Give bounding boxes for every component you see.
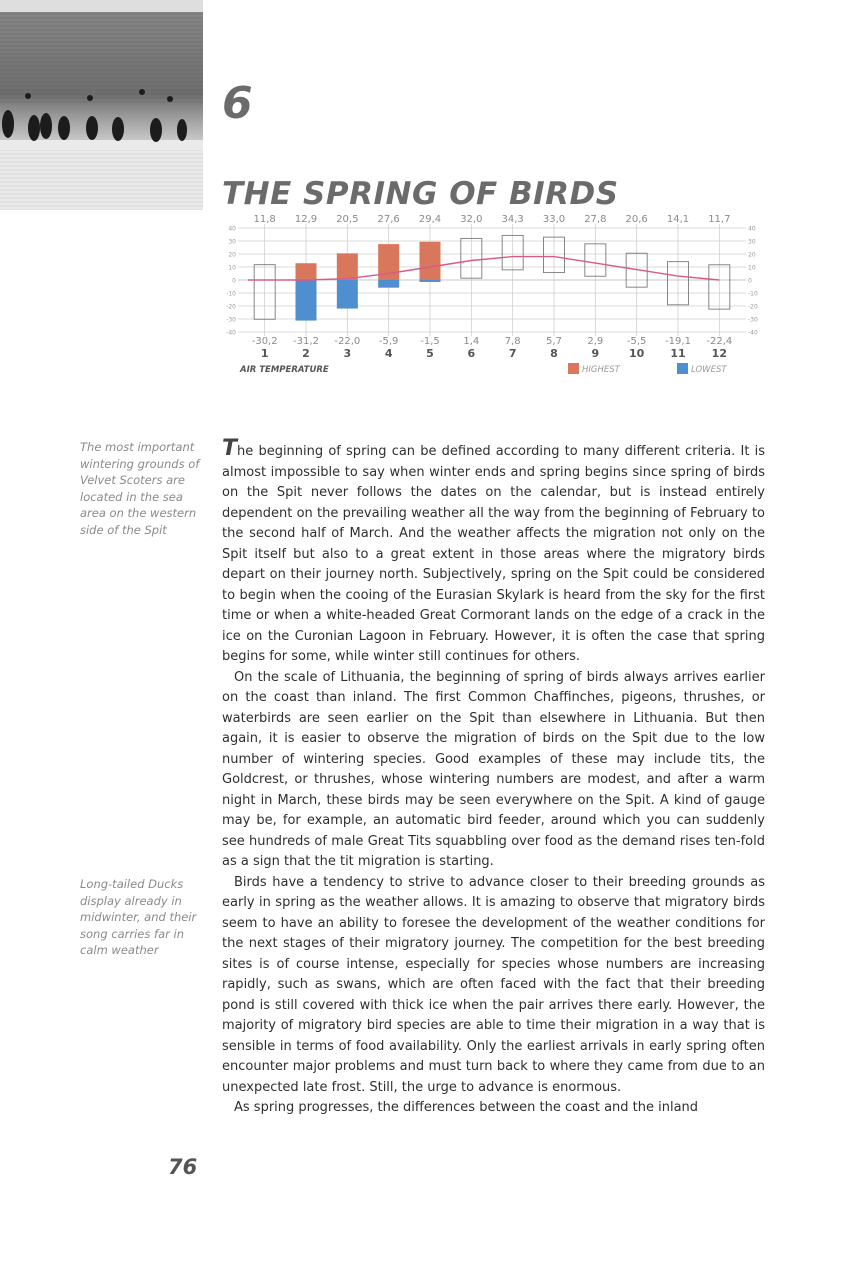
y-tick-label-right: 40 (748, 225, 756, 233)
page-number: 76 (168, 1155, 198, 1179)
lowest-value-label: 5,7 (546, 336, 562, 347)
month-label: 9 (591, 347, 600, 360)
month-label: 11 (670, 347, 686, 360)
bar-lowest-month-5 (420, 280, 441, 282)
legend-label-lowest: LOWEST (691, 365, 727, 375)
highest-value-label: 20,6 (625, 214, 648, 225)
highest-value-label: 27,6 (377, 214, 400, 225)
highest-value-label: 11,7 (708, 214, 731, 225)
month-label: 5 (426, 347, 434, 360)
body-text (222, 436, 765, 1119)
y-tick-label-left: -30 (226, 316, 236, 324)
paragraph-2: On the scale of Lithuania, the beginning of spring of birds always arrives earlier on the coast than inland. The first Common Chaffinches, pigeons, thrushes, or waterbirds are seen earlier on the Spit than elsewhere in Lithuania. But then again, it is easier to observe the migration of birds on the Spit due to the low number of wintering species. Good examples of these may include tits, the Goldcrest, or thrushes, whose wintering numbers are modest, and after a warm night in March, these birds may be seen everywhere on the Spit. A kind of gauge may be, for example, an automatic bird feeder, around which you can suddenly see hundreds of male Great Tits squabbling over food as the demand rises ten-fold as a sign that the tit migration is starting. (222, 669, 765, 869)
lowest-value-label: -22,4 (706, 336, 733, 347)
highest-value-label: 27,8 (584, 214, 607, 225)
highest-value-label: 34,3 (501, 214, 524, 225)
highest-value-label: 11,8 (253, 214, 276, 225)
y-tick-label-right: -10 (748, 290, 758, 298)
legend-label-highest: HIGHEST (582, 365, 620, 375)
month-label: 1 (260, 347, 269, 360)
bar-highest-month-5 (420, 242, 441, 280)
lowest-value-label: 1,4 (463, 336, 480, 347)
chapter-number: 6 (222, 78, 253, 129)
y-tick-label-left: 10 (228, 264, 236, 272)
y-tick-label-right: -20 (748, 303, 758, 311)
y-tick-label-right: -30 (748, 316, 758, 324)
y-tick-label-right: 30 (748, 238, 756, 246)
highest-value-label: 29,4 (418, 214, 442, 225)
lowest-value-label: 7,8 (504, 336, 521, 347)
lowest-value-label: -19,1 (665, 336, 691, 347)
highest-value-label: 12,9 (294, 214, 318, 225)
month-label: 4 (384, 347, 393, 360)
y-tick-label-left: -20 (226, 303, 236, 311)
month-label: 2 (302, 347, 310, 360)
lowest-value-label: -22,0 (334, 336, 361, 347)
y-tick-label-right: 20 (748, 251, 756, 259)
lowest-value-label: -31,2 (293, 336, 319, 347)
chapter-title: THE SPRING OF BIRDS (222, 176, 619, 212)
month-label: 3 (343, 347, 352, 360)
y-tick-label-right: 0 (748, 277, 752, 285)
highest-value-label: 20,5 (336, 214, 359, 225)
chart-legend (239, 363, 727, 375)
lowest-value-label: -5,9 (378, 336, 399, 347)
paragraph-3: Birds have a tendency to strive to advance closer to their breeding grounds as early in spring as the weather allows. It is amazing to observe that migratory birds seem to have an ability to foresee the development of the weather conditions for the next stages of their migratory journey. The competition for the best breeding sites is of course intense, especially for species whose numbers are increasing rapidly, such as swans, which are often faced with the fact that their breeding pond is still covered with thick ice when the pair arrives there early. However, the majority of migratory bird species are able to time their migration in a way that is sensible in terms of food availability. Only the earliest arrivals in early spring often encounter major problems and must turn back to where they came from due to an unexpected late frost. Still, the urge to advance is enormous. (222, 874, 765, 1095)
chart-bars (248, 235, 730, 320)
y-tick-label-left: -10 (226, 290, 236, 298)
chart-title: AIR TEMPERATURE (240, 365, 329, 375)
y-tick-label-left: 40 (228, 225, 236, 233)
month-label: 10 (629, 347, 645, 360)
month-label: 6 (467, 347, 476, 360)
highest-value-label: 14,1 (666, 214, 690, 225)
paragraph-4: As spring progresses, the differences between the coast and the inland (234, 1100, 699, 1115)
y-tick-label-right: 10 (748, 264, 756, 272)
bar-highest-month-2 (296, 263, 317, 280)
lowest-value-label: -1,5 (420, 336, 440, 347)
bar-highest-month-3 (337, 253, 358, 280)
air-temperature-chart (222, 210, 767, 380)
y-tick-label-left: 0 (232, 277, 236, 285)
caption-velvet-scoters: The most important wintering grounds of Velvet Scoters are located in the sea area on the western side of the Spit (80, 440, 200, 537)
bar-lowest-month-4 (378, 280, 399, 288)
caption-long-tailed-ducks: Long-tailed Ducks display already in midwinter, and their song carries far in calm weather (80, 877, 197, 958)
cormorants-photo (0, 0, 203, 210)
month-label: 7 (508, 347, 517, 360)
lowest-value-label: 2,9 (587, 336, 604, 347)
legend-swatch-lowest (677, 363, 688, 374)
y-tick-label-left: 20 (228, 251, 236, 259)
lowest-value-label: -30,2 (251, 336, 278, 347)
drop-cap: T (222, 436, 238, 461)
paragraph-1-text: he beginning of spring can be defined according to many different criteria. It is almost impossible to say when winter ends and spring begins since spring of birds on the Spit never follows the dates on the calendar, but is instead entirely dependent on the prevailing weather all the way from the beginning of February to the second half of March. And the weather affects the migration not only on the Spit itself but also to a great extent in those areas where the migratory birds depart on their journey north. Subjectively, spring on the Spit could be considered to begin when the cooing of the Eurasian Skylark is heard from the sky for the first time or when a white-headed Great Cormorant lands on the edge of a crack in the ice on the Curonian Lagoon in February. However, it is often the case that spring begins for some, while winter still continues for others. (222, 444, 765, 664)
lowest-value-label: -5,5 (626, 336, 647, 347)
y-tick-label-left: 30 (228, 238, 236, 246)
y-tick-label-right: -40 (748, 329, 758, 337)
y-tick-label-left: -40 (226, 329, 236, 337)
bar-lowest-month-3 (337, 280, 358, 309)
highest-value-label: 32,0 (460, 214, 483, 225)
month-label: 12 (711, 347, 727, 360)
paragraph-1 (222, 436, 765, 668)
legend-swatch-highest (568, 363, 579, 374)
month-label: 8 (550, 347, 558, 360)
mean-temperature-line (248, 257, 719, 280)
bar-lowest-month-2 (296, 280, 317, 321)
highest-value-label: 33,0 (542, 214, 566, 225)
